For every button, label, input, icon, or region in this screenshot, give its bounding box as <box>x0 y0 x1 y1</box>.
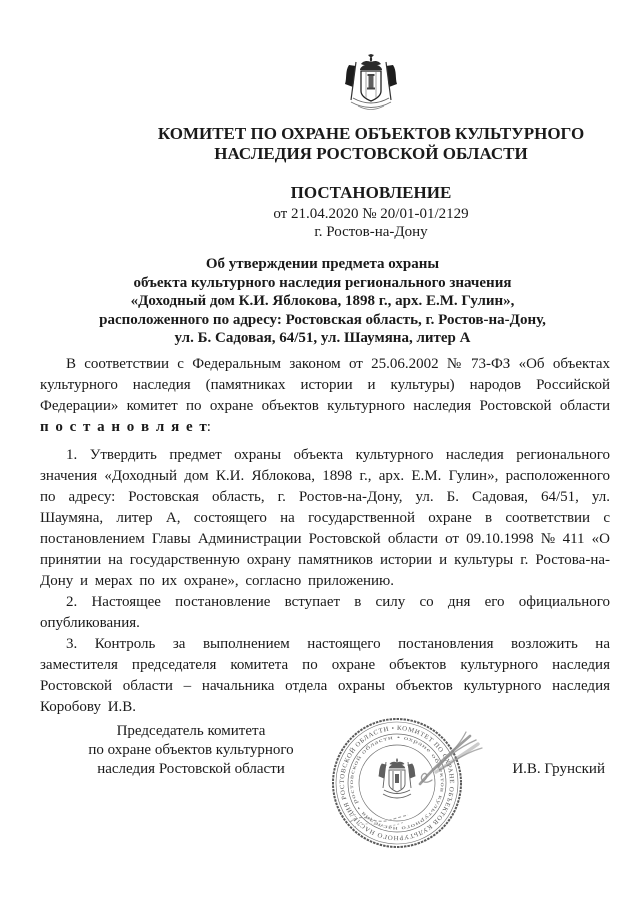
stamp-outer-ring-text: КОМИТЕТ ПО ОХРАНЕ ОБЪЕКТОВ КУЛЬТУРНОГО НАСЛЕДИЯ РОСТОВСКОЙ ОБЛАСТИ • <box>338 724 456 842</box>
doc-header-block <box>142 183 600 241</box>
text-line: Председатель комитета <box>116 723 266 739</box>
doc-subject <box>35 255 610 348</box>
intro-colon: : <box>206 419 211 435</box>
intro-text: В соответствии с Федеральным законом от 25.06.2002 № 73-ФЗ «Об объектах культурного наследия (памятниках истории и культуры) народов Российской Федерации» комитет по охране объектов культурного наследия Ростовской области <box>40 356 610 414</box>
stamp-coat-of-arms-icon <box>379 758 415 798</box>
text-line: КОМИТЕТ ПО ОХРАНЕ ОБЪЕКТОВ КУЛЬТУРНОГО <box>157 124 585 143</box>
body-paragraph-item-3: 3. Контроль за выполнением настоящего постановления возложить на заместителя председателя комитета по охране объектов культурного наследия Ростовской области – начальника отдела охраны объектов культурного наследия Коробову И.В. <box>40 636 610 715</box>
doc-city: г. Ростов-на-Дону <box>314 224 428 240</box>
org-name <box>142 124 600 164</box>
decree-verb-emphasis: п о с т а н о в л я е т <box>40 419 207 435</box>
body-paragraph-intro <box>40 354 610 438</box>
text-line: объекта культурного наследия регионального значения <box>133 274 512 291</box>
handwritten-signature-icon <box>412 724 492 794</box>
rostov-coat-of-arms-icon <box>338 54 404 118</box>
text-line: ул. Б. Садовая, 64/51, ул. Шаумяна, литер А <box>174 330 471 346</box>
text-line: расположенного по адресу: Ростовская область, г. Ростов-на-Дону, <box>99 311 546 328</box>
body-paragraph-item-2: 2. Настоящее постановление вступает в силу со дня его официального опубликования. <box>40 594 610 631</box>
stamp-inner-ring-text: • охране объектов культурного наследия • ростовской области <box>348 734 446 832</box>
body-paragraph-item-1: 1. Утвердить предмет охраны объекта культурного наследия регионального значения «Доходный дом К.И. Яблокова, 1898 г., арх. Е.М. Гулин», расположенного по адресу: Ростовская область, г. Ростов-на-Дону, ул. Б. Садовая, 64/51, ул. Шаумяна, литер А, состоящего на государственной охране в соответствии с постановлением Главы Администрации Ростовской области от 09.10.1998 № 411 «О принятии на государственную охрану памятников истории и культуры г. Ростова-на-Дону и мерах по их охране», согласно приложению. <box>40 447 610 589</box>
signer-name: И.В. Грунский <box>512 761 605 777</box>
signer-position <box>84 722 298 779</box>
text-line: Об утверждении предмета охраны <box>205 256 440 272</box>
doc-type-title: ПОСТАНОВЛЕНИЕ <box>290 183 452 202</box>
text-line: по охране объектов культурного <box>88 742 294 758</box>
text-line: «Доходный дом К.И. Яблокова, 1898 г., арх. Е.М. Гулин», <box>130 293 515 309</box>
text-line: наследия Ростовской области <box>97 761 285 777</box>
doc-date-number: от 21.04.2020 № 20/01-01/2129 <box>273 206 469 222</box>
text-line: НАСЛЕДИЯ РОСТОВСКОЙ ОБЛАСТИ <box>214 144 528 163</box>
doc-body <box>40 354 610 718</box>
